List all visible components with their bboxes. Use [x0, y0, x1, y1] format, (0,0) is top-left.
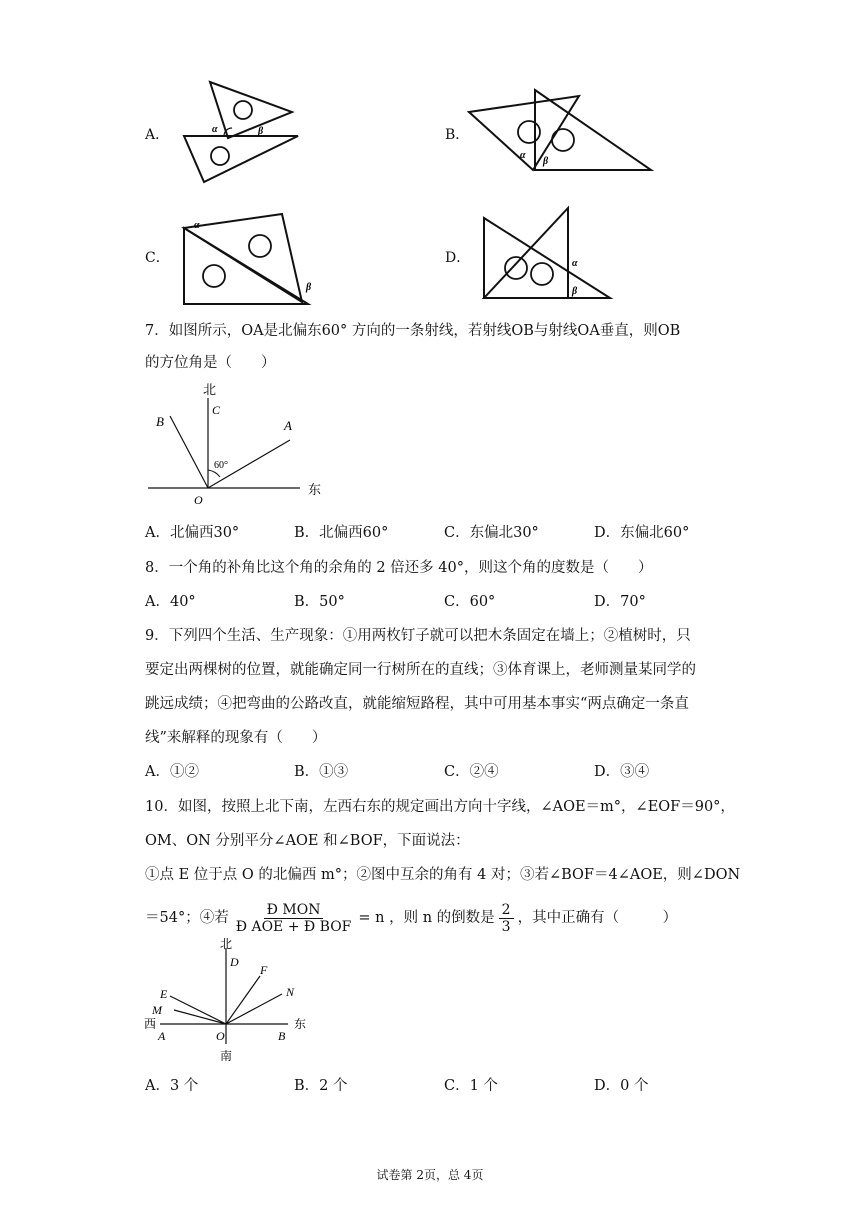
svg-text:α: α — [194, 220, 200, 231]
q7-o-label: O — [194, 493, 203, 507]
q10-a-label: A — [158, 1029, 166, 1043]
q8-text-line1: 8．一个角的补角比这个角的余角的 2 倍还多 40°，则这个角的度数是（ ） — [145, 560, 653, 576]
q9-option-d: D．③④ — [594, 764, 650, 780]
q10-d-label: D — [230, 955, 239, 969]
q9-text-line4: 线”来解释的现象有（ ） — [145, 730, 327, 746]
svg-text:β: β — [258, 126, 264, 137]
q8-option-a: A．40° — [145, 594, 196, 610]
q10-south-label: 南 — [220, 1049, 233, 1063]
q10-e-label: E — [160, 987, 168, 1001]
q6-option-d-label: D． — [445, 250, 471, 266]
q7-text-line1: 7．如图所示，OA是北偏东60° 方向的一条射线，若射线OB与射线OA垂直，则OB — [145, 323, 681, 339]
q9-text-line2: 要定出两棵树的位置，就能确定同一行树所在的直线；③体育课上，老师测量某同学的 — [145, 662, 696, 678]
svg-text:α: α — [212, 124, 218, 135]
svg-text:α: α — [520, 150, 526, 161]
q8-option-b: B．50° — [294, 594, 345, 610]
q7-option-b: B．北偏西60° — [294, 525, 389, 541]
page-footer: 试卷第 2页，总 4页 — [376, 1168, 484, 1182]
q10-option-b: B．2 个 — [294, 1078, 348, 1094]
q7-compass-figure — [140, 378, 340, 508]
q10-fraction — [233, 902, 355, 935]
svg-text:β: β — [543, 156, 549, 167]
q7-b-label: B — [156, 414, 164, 429]
q6-figure-d — [480, 204, 620, 304]
svg-text:β: β — [572, 286, 578, 297]
q10-m-label: M — [152, 1003, 162, 1017]
q10-text-line2: OM、ON 分别平分∠AOE 和∠BOF，下面说法： — [145, 833, 470, 849]
q6-figure-a — [180, 78, 305, 186]
q9-option-c: C．②④ — [444, 764, 499, 780]
q8-option-d: D．70° — [594, 594, 646, 610]
q10-n-label: N — [286, 985, 295, 999]
q10-line4-post: ，其中正确有（ ） — [517, 910, 678, 926]
q7-option-a: A．北偏西30° — [145, 525, 240, 541]
q10-line4-mid: = n ，则 n 的倒数是 — [358, 910, 495, 926]
q10-compass-figure — [140, 936, 320, 1066]
q9-text-line1: 9．下列四个生活、生产现象：①用两枚钉子就可以把木条固定在墙上；②植树时，只 — [145, 628, 691, 644]
q10-option-c: C．1 个 — [444, 1078, 498, 1094]
q10-option-d: D．0 个 — [594, 1078, 649, 1094]
q10-option-a: A．3 个 — [145, 1078, 199, 1094]
q10-west-label: 西 — [144, 1017, 157, 1031]
q10-fraction2-denominator: 3 — [501, 918, 511, 935]
q10-text-line3: ①点 E 位于点 O 的北偏西 m°；②图中互余的角有 4 对；③若∠BOF＝4∠AOE，则∠DON — [145, 867, 741, 883]
q10-f-label: F — [260, 963, 268, 977]
svg-text:β: β — [306, 282, 312, 293]
q10-fraction-denominator: Đ AOE + Đ BOF — [235, 918, 352, 935]
q7-text-line2: 的方位角是（ ） — [145, 355, 276, 371]
q10-fraction2-numerator: 2 — [499, 902, 514, 919]
q6-option-b-label: B． — [445, 127, 470, 143]
q6-option-a-label: A． — [145, 127, 170, 143]
q10-east-label: 东 — [294, 1017, 307, 1031]
q9-option-b: B．①③ — [294, 764, 349, 780]
svg-text:α: α — [572, 258, 578, 269]
q10-north-label: 北 — [220, 937, 233, 951]
q10-text-line4 — [145, 896, 677, 940]
q9-text-line3: 跳远成绩；④把弯曲的公路改直，就能缩短路程，其中可用基本事实“两点确定一条直 — [145, 696, 689, 712]
q6-figure-b — [465, 86, 655, 176]
q7-option-d: D．东偏北60° — [594, 525, 690, 541]
q10-o-label: O — [216, 1029, 225, 1043]
q10-fraction-numerator: Đ MON — [264, 902, 324, 919]
q7-c-label: C — [212, 403, 221, 417]
q7-angle-label: 60° — [214, 460, 228, 471]
q10-b-label: B — [278, 1029, 286, 1043]
q9-option-a: A．①② — [145, 764, 199, 780]
q7-option-c: C．东偏北30° — [444, 525, 539, 541]
q6-figure-c — [178, 210, 318, 308]
q10-fraction-two-thirds — [499, 902, 514, 935]
q6-option-c-label: C． — [145, 250, 170, 266]
q7-north-label: 北 — [203, 382, 217, 397]
q10-line4-pre: ＝54°；④若 — [145, 910, 229, 926]
q7-east-label: 东 — [308, 482, 322, 497]
q10-text-line1: 10．如图，按照上北下南，左西右东的规定画出方向十字线，∠AOE＝m°，∠EOF＝90°， — [145, 799, 735, 815]
q8-option-c: C．60° — [444, 594, 496, 610]
q7-a-label: A — [284, 418, 292, 433]
